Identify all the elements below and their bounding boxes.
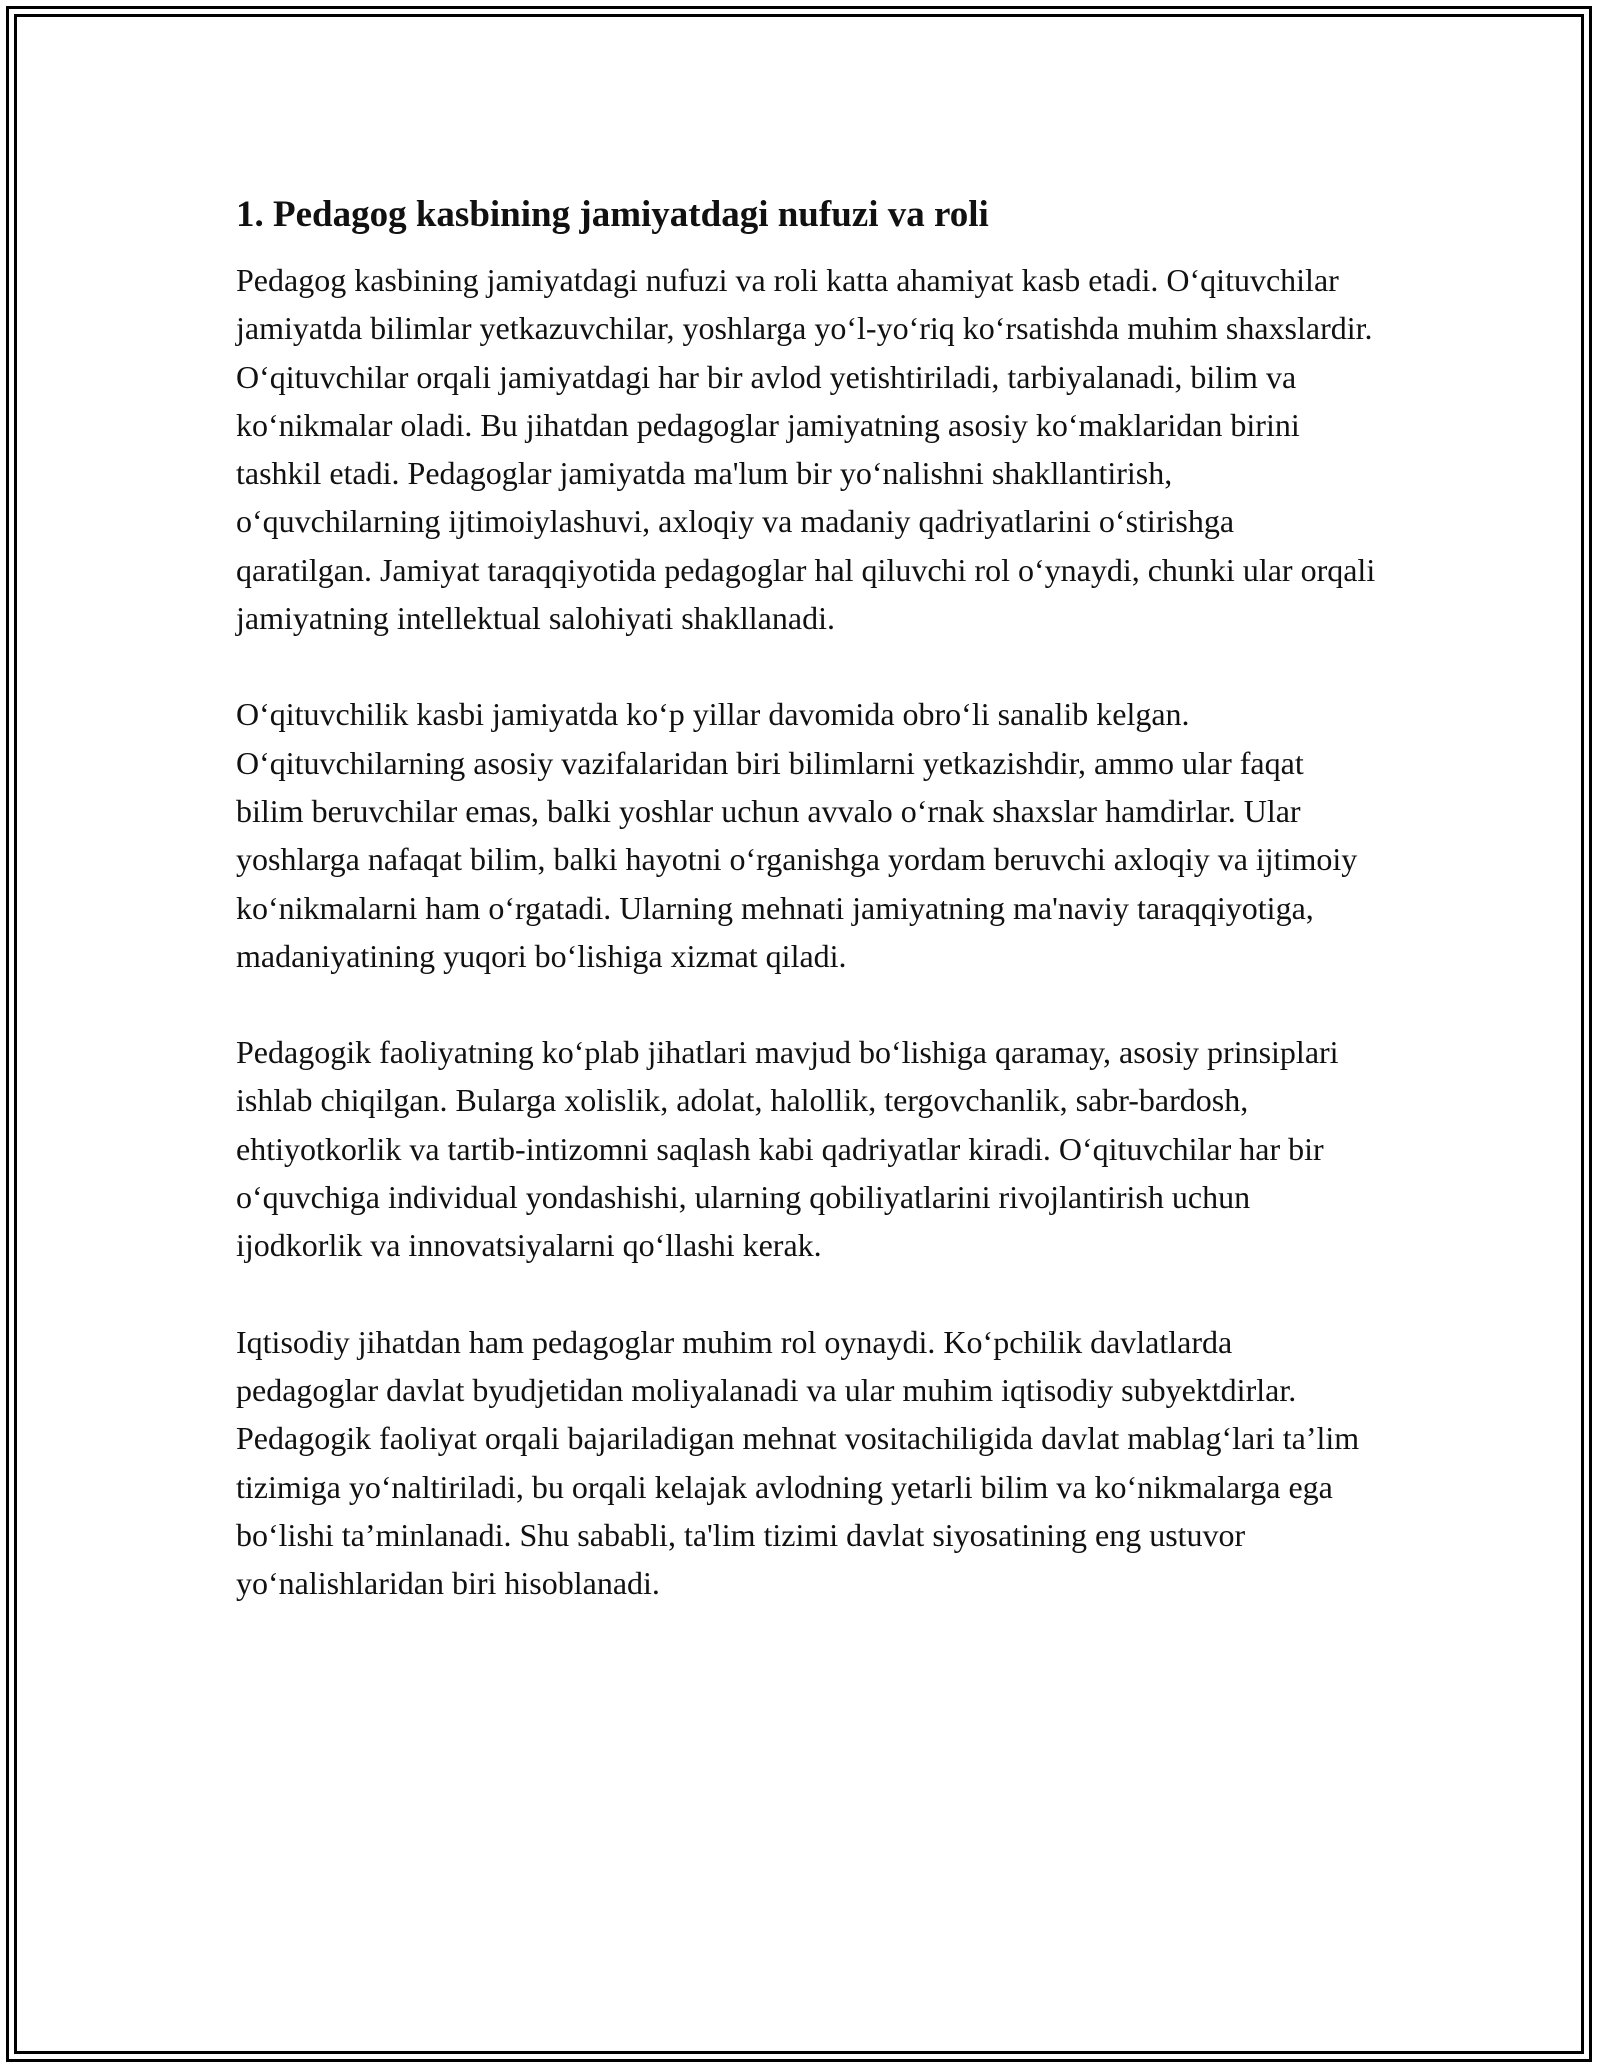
paragraph-4: Iqtisodiy jihatdan ham pedagoglar muhim rol oynaydi. Ko‘pchilik davlatlarda pedagoglar davlat byudjetidan moliyalanadi va ular muhim iqtisodiy subyektdirlar. Pedagogik faoliyat orqali bajariladigan mehnat vositachiligida davlat mablag‘lari ta’lim tizimiga yo‘naltiriladi, bu orqali kelajak avlodning yetarli bilim va ko‘nikmalarga ega bo‘lishi ta’minlanadi. Shu sababli, ta'lim tizimi davlat siyosatining eng ustuvor yo‘nalishlaridan biri hisoblanadi.: [236, 1323, 1360, 1602]
section-heading: 1. Pedagog kasbining jamiyatdagi nufuzi va roli: [236, 194, 989, 235]
paragraph-2: O‘qituvchilik kasbi jamiyatda ko‘p yillar davomida obro‘li sanalib kelgan. O‘qituvchilarning asosiy vazifalaridan biri bilimlarni yetkazishdir, ammo ular faqat bilim beruvchilar emas, balki yoshlar uchun avvalo o‘rnak shaxslar hamdirlar. Ular yoshlarga nafaqat bilim, balki hayotni o‘rganishga yordam beruvchi axloqiy va ijtimoiy ko‘nikmalarni ham o‘rgatadi. Ularning mehnati jamiyatning ma'naviy taraqqiyotiga, madaniyatining yuqori bo‘lishiga xizmat qiladi.: [236, 696, 1358, 974]
paragraph-3: Pedagogik faoliyatning ko‘plab jihatlari mavjud bo‘lishiga qaramay, asosiy prinsiplari ishlab chiqilgan. Bularga xolislik, adolat, halollik, tergovchanlik, sabr-bardosh, ehtiyotkorlik va tartib-intizomni saqlash kabi qadriyatlar kiradi. O‘qituvchilar har bir o‘quvchiga individual yondashishi, ularning qobiliyatlarini rivojlantirish uchun ijodkorlik va innovatsiyalarni qo‘llashi kerak.: [236, 1034, 1339, 1264]
paragraph-1: Pedagog kasbining jamiyatdagi nufuzi va roli katta ahamiyat kasb etadi. O‘qituvchilar jamiyatda bilimlar yetkazuvchilar, yoshlarga yo‘l-yo‘riq ko‘rsatishda muhim shaxslardir. O‘qituvchilar orqali jamiyatdagi har bir avlod yetishtiriladi, tarbiyalanadi, bilim va ko‘nikmalar oladi. Bu jihatdan pedagoglar jamiyatning asosiy ko‘maklaridan birini tashkil etadi. Pedagoglar jamiyatda ma'lum bir yo‘nalishni shakllantirish, o‘quvchilarning ijtimoiylashuvi, axloqiy va madaniy qadriyatlarini o‘stirishga qaratilgan. Jamiyat taraqqiyotida pedagoglar hal qiluvchi rol o‘ynaydi, chunki ular orqali jamiyatning intellektual salohiyati shakllanadi.: [236, 262, 1376, 637]
document-body: [236, 184, 1376, 1655]
